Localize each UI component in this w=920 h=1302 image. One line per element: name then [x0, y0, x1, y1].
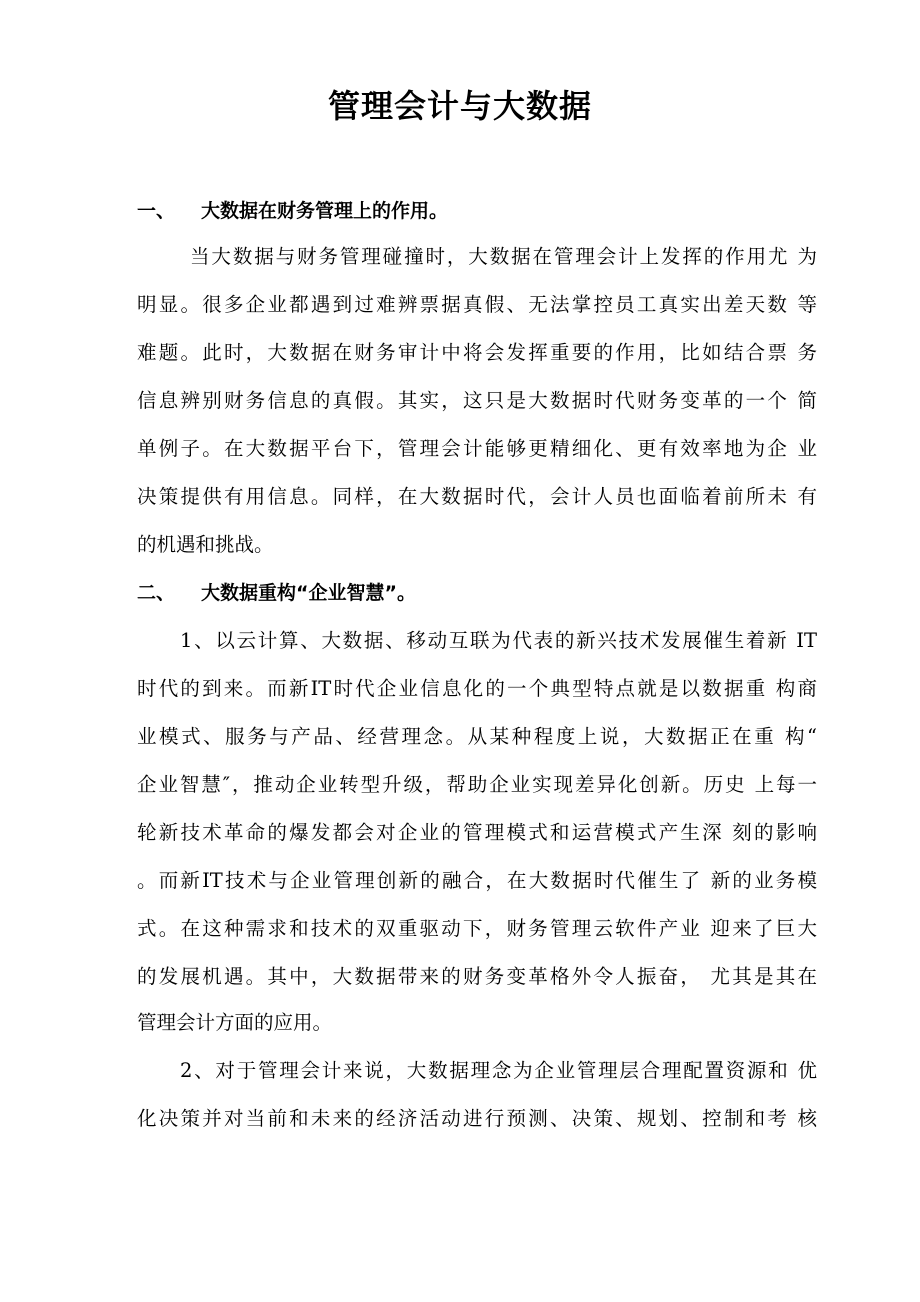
section-number-1: 一、 — [137, 200, 176, 222]
paragraph-line: 。而新IT技术与企业管理创新的融合，在大数据时代催生了 新的业务模 — [137, 869, 817, 892]
paragraph-line: 化决策并对当前和未来的经济活动进行预测、决策、规划、控制和考 核 — [137, 1107, 817, 1130]
section-title-1: 大数据在财务管理上的作用。 — [201, 200, 449, 222]
paragraph-line: 单例子。在大数据平台下，管理会计能够更精细化、更有效率地为企 业 — [137, 437, 817, 460]
paragraph-line: 信息辨别财务信息的真假。其实，这只是大数据时代财务变革的一个 简 — [137, 389, 817, 412]
paragraph-line: 式。在这种需求和技术的双重驱动下，财务管理云软件产业 迎来了巨大 — [137, 917, 817, 940]
section-heading-2 — [137, 578, 817, 608]
section-number-2: 二、 — [137, 582, 176, 604]
paragraph-line: 时代的到来。而新IT时代企业信息化的一个典型特点就是以数据重 构商 — [137, 677, 817, 700]
paragraph-line: 2、对于管理会计来说，大数据理念为企业管理层合理配置资源和 优 — [180, 1059, 817, 1082]
paragraph-line: 当大数据与财务管理碰撞时，大数据在管理会计上发挥的作用尤 为 — [190, 245, 817, 268]
paragraph-line: 的机遇和挑战。 — [137, 533, 274, 556]
paragraph-line: 1、以云计算、大数据、移动互联为代表的新兴技术发展催生着新 IT — [180, 629, 817, 652]
paragraph-line: 决策提供有用信息。同样，在大数据时代，会计人员也面临着前所未 有 — [137, 485, 817, 508]
paragraph-line: 明显。很多企业都遇到过难辨票据真假、无法掌控员工真实出差天数 等 — [137, 293, 817, 316]
section-heading-1 — [137, 196, 817, 226]
paragraph-line: 轮新技术革命的爆发都会对企业的管理模式和运营模式产生深 刻的影响 — [137, 821, 817, 844]
paragraph-line: 企业智慧″，推动企业转型升级，帮助企业实现差异化创新。历史 上每一 — [137, 773, 817, 796]
paragraph-line: 业模式、服务与产品、经营理念。从某种程度上说，大数据正在重 构“ — [137, 725, 817, 748]
section-title-2: 大数据重构“企业智慧”。 — [201, 582, 416, 604]
paragraph-line: 管理会计方面的应用。 — [137, 1011, 333, 1034]
paragraph-line: 难题。此时，大数据在财务审计中将会发挥重要的作用，比如结合票 务 — [137, 341, 817, 364]
paragraph-line: 的发展机遇。其中，大数据带来的财务变革格外令人振奋， 尤其是其在 — [137, 965, 817, 988]
document-title: 管理会计与大数据 — [327, 87, 592, 125]
